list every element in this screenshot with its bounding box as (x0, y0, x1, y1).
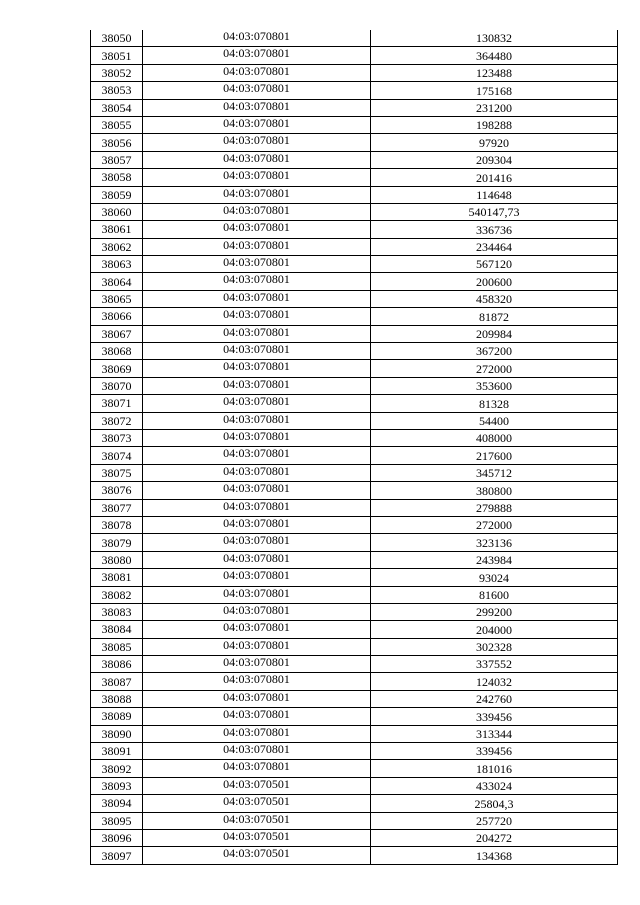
amount-cell: 567120 (371, 256, 618, 273)
amount-cell: 81328 (371, 395, 618, 412)
code-cell: 04:03:070801 (143, 238, 371, 255)
table-row (91, 238, 618, 255)
row-number-cell: 38050 (91, 30, 143, 47)
amount-cell: 209304 (371, 151, 618, 168)
amount-cell: 25804,3 (371, 795, 618, 812)
amount-cell: 54400 (371, 412, 618, 429)
code-cell: 04:03:070801 (143, 186, 371, 203)
table-row (91, 82, 618, 99)
code-cell: 04:03:070801 (143, 395, 371, 412)
code-cell: 04:03:070801 (143, 429, 371, 446)
amount-cell: 257720 (371, 812, 618, 829)
amount-cell: 81600 (371, 586, 618, 603)
code-cell: 04:03:070801 (143, 221, 371, 238)
code-cell: 04:03:070501 (143, 795, 371, 812)
code-cell: 04:03:070801 (143, 621, 371, 638)
amount-cell: 97920 (371, 134, 618, 151)
amount-cell: 433024 (371, 777, 618, 794)
amount-cell: 204000 (371, 621, 618, 638)
code-cell: 04:03:070501 (143, 777, 371, 794)
table-row (91, 673, 618, 690)
table-row (91, 360, 618, 377)
amount-cell: 243984 (371, 551, 618, 568)
row-number-cell: 38066 (91, 308, 143, 325)
code-cell: 04:03:070801 (143, 343, 371, 360)
amount-cell: 114648 (371, 186, 618, 203)
code-cell: 04:03:070801 (143, 325, 371, 342)
row-number-cell: 38086 (91, 656, 143, 673)
row-number-cell: 38089 (91, 708, 143, 725)
amount-cell: 124032 (371, 673, 618, 690)
table-row (91, 690, 618, 707)
amount-cell: 299200 (371, 603, 618, 620)
row-number-cell: 38054 (91, 99, 143, 116)
code-cell: 04:03:070801 (143, 47, 371, 64)
row-number-cell: 38095 (91, 812, 143, 829)
row-number-cell: 38071 (91, 395, 143, 412)
table-row (91, 777, 618, 794)
table-row (91, 30, 618, 47)
row-number-cell: 38094 (91, 795, 143, 812)
code-cell: 04:03:070801 (143, 377, 371, 394)
amount-cell: 323136 (371, 534, 618, 551)
table-row (91, 708, 618, 725)
amount-cell: 339456 (371, 708, 618, 725)
amount-cell: 242760 (371, 690, 618, 707)
row-number-cell: 38081 (91, 569, 143, 586)
amount-cell: 81872 (371, 308, 618, 325)
amount-cell: 209984 (371, 325, 618, 342)
row-number-cell: 38088 (91, 690, 143, 707)
table-row (91, 812, 618, 829)
amount-cell: 313344 (371, 725, 618, 742)
code-cell: 04:03:070801 (143, 603, 371, 620)
code-cell: 04:03:070801 (143, 99, 371, 116)
code-cell: 04:03:070801 (143, 551, 371, 568)
table-row (91, 569, 618, 586)
row-number-cell: 38057 (91, 151, 143, 168)
table-row (91, 412, 618, 429)
table-row (91, 325, 618, 342)
table-row (91, 638, 618, 655)
amount-cell: 130832 (371, 30, 618, 47)
code-cell: 04:03:070801 (143, 656, 371, 673)
amount-cell: 337552 (371, 656, 618, 673)
row-number-cell: 38074 (91, 447, 143, 464)
amount-cell: 204272 (371, 829, 618, 846)
table-row (91, 395, 618, 412)
table-row (91, 203, 618, 220)
row-number-cell: 38053 (91, 82, 143, 99)
row-number-cell: 38083 (91, 603, 143, 620)
row-number-cell: 38064 (91, 273, 143, 290)
amount-cell: 364480 (371, 47, 618, 64)
row-number-cell: 38093 (91, 777, 143, 794)
code-cell: 04:03:070801 (143, 464, 371, 481)
amount-cell: 339456 (371, 743, 618, 760)
table-body (91, 30, 618, 864)
amount-cell: 353600 (371, 377, 618, 394)
table-row (91, 169, 618, 186)
code-cell: 04:03:070801 (143, 690, 371, 707)
amount-cell: 123488 (371, 64, 618, 81)
table-row (91, 308, 618, 325)
row-number-cell: 38085 (91, 638, 143, 655)
table-row (91, 656, 618, 673)
amount-cell: 234464 (371, 238, 618, 255)
row-number-cell: 38055 (91, 116, 143, 133)
table-row (91, 186, 618, 203)
row-number-cell: 38092 (91, 760, 143, 777)
table-row (91, 47, 618, 64)
amount-cell: 198288 (371, 116, 618, 133)
table-row (91, 134, 618, 151)
table-row (91, 829, 618, 846)
code-cell: 04:03:070801 (143, 447, 371, 464)
amount-cell: 540147,73 (371, 203, 618, 220)
table-row (91, 516, 618, 533)
table-row (91, 760, 618, 777)
code-cell: 04:03:070801 (143, 673, 371, 690)
row-number-cell: 38080 (91, 551, 143, 568)
row-number-cell: 38061 (91, 221, 143, 238)
row-number-cell: 38090 (91, 725, 143, 742)
table-row (91, 586, 618, 603)
row-number-cell: 38097 (91, 847, 143, 864)
row-number-cell: 38091 (91, 743, 143, 760)
code-cell: 04:03:070801 (143, 308, 371, 325)
row-number-cell: 38062 (91, 238, 143, 255)
code-cell: 04:03:070801 (143, 134, 371, 151)
amount-cell: 200600 (371, 273, 618, 290)
table-row (91, 482, 618, 499)
code-cell: 04:03:070501 (143, 812, 371, 829)
row-number-cell: 38076 (91, 482, 143, 499)
row-number-cell: 38072 (91, 412, 143, 429)
code-cell: 04:03:070801 (143, 30, 371, 47)
code-cell: 04:03:070801 (143, 586, 371, 603)
table-row (91, 429, 618, 446)
amount-cell: 175168 (371, 82, 618, 99)
row-number-cell: 38073 (91, 429, 143, 446)
amount-cell: 367200 (371, 343, 618, 360)
code-cell: 04:03:070801 (143, 116, 371, 133)
row-number-cell: 38078 (91, 516, 143, 533)
row-number-cell: 38065 (91, 290, 143, 307)
table-row (91, 290, 618, 307)
code-cell: 04:03:070801 (143, 203, 371, 220)
table-row (91, 725, 618, 742)
row-number-cell: 38077 (91, 499, 143, 516)
row-number-cell: 38063 (91, 256, 143, 273)
amount-cell: 336736 (371, 221, 618, 238)
code-cell: 04:03:070801 (143, 151, 371, 168)
row-number-cell: 38070 (91, 377, 143, 394)
row-number-cell: 38096 (91, 829, 143, 846)
amount-cell: 279888 (371, 499, 618, 516)
table-row (91, 551, 618, 568)
amount-cell: 345712 (371, 464, 618, 481)
table-row (91, 499, 618, 516)
row-number-cell: 38051 (91, 47, 143, 64)
table-row (91, 534, 618, 551)
table-row (91, 343, 618, 360)
table-row (91, 116, 618, 133)
table-row (91, 621, 618, 638)
code-cell: 04:03:070801 (143, 743, 371, 760)
row-number-cell: 38079 (91, 534, 143, 551)
code-cell: 04:03:070801 (143, 482, 371, 499)
row-number-cell: 38087 (91, 673, 143, 690)
row-number-cell: 38052 (91, 64, 143, 81)
code-cell: 04:03:070801 (143, 516, 371, 533)
amount-cell: 134368 (371, 847, 618, 864)
code-cell: 04:03:070801 (143, 569, 371, 586)
row-number-cell: 38068 (91, 343, 143, 360)
table-row (91, 99, 618, 116)
code-cell: 04:03:070801 (143, 82, 371, 99)
table-row (91, 377, 618, 394)
row-number-cell: 38056 (91, 134, 143, 151)
amount-cell: 217600 (371, 447, 618, 464)
table-row (91, 447, 618, 464)
row-number-cell: 38059 (91, 186, 143, 203)
code-cell: 04:03:070801 (143, 290, 371, 307)
row-number-cell: 38067 (91, 325, 143, 342)
row-number-cell: 38069 (91, 360, 143, 377)
amount-cell: 272000 (371, 360, 618, 377)
code-cell: 04:03:070501 (143, 829, 371, 846)
table-row (91, 221, 618, 238)
table-row (91, 464, 618, 481)
table-row (91, 795, 618, 812)
code-cell: 04:03:070801 (143, 64, 371, 81)
amount-cell: 408000 (371, 429, 618, 446)
table-row (91, 847, 618, 864)
amount-cell: 458320 (371, 290, 618, 307)
code-cell: 04:03:070801 (143, 708, 371, 725)
amount-cell: 181016 (371, 760, 618, 777)
code-cell: 04:03:070801 (143, 534, 371, 551)
table-row (91, 151, 618, 168)
amount-cell: 272000 (371, 516, 618, 533)
table-row (91, 273, 618, 290)
code-cell: 04:03:070801 (143, 760, 371, 777)
row-number-cell: 38075 (91, 464, 143, 481)
code-cell: 04:03:070801 (143, 360, 371, 377)
code-cell: 04:03:070501 (143, 847, 371, 864)
data-table (90, 30, 618, 865)
code-cell: 04:03:070801 (143, 169, 371, 186)
code-cell: 04:03:070801 (143, 273, 371, 290)
code-cell: 04:03:070801 (143, 499, 371, 516)
row-number-cell: 38058 (91, 169, 143, 186)
amount-cell: 93024 (371, 569, 618, 586)
code-cell: 04:03:070801 (143, 256, 371, 273)
code-cell: 04:03:070801 (143, 725, 371, 742)
row-number-cell: 38082 (91, 586, 143, 603)
table-row (91, 64, 618, 81)
table-row (91, 743, 618, 760)
amount-cell: 302328 (371, 638, 618, 655)
table-row (91, 603, 618, 620)
amount-cell: 380800 (371, 482, 618, 499)
amount-cell: 231200 (371, 99, 618, 116)
table-row (91, 256, 618, 273)
amount-cell: 201416 (371, 169, 618, 186)
row-number-cell: 38060 (91, 203, 143, 220)
code-cell: 04:03:070801 (143, 412, 371, 429)
row-number-cell: 38084 (91, 621, 143, 638)
code-cell: 04:03:070801 (143, 638, 371, 655)
